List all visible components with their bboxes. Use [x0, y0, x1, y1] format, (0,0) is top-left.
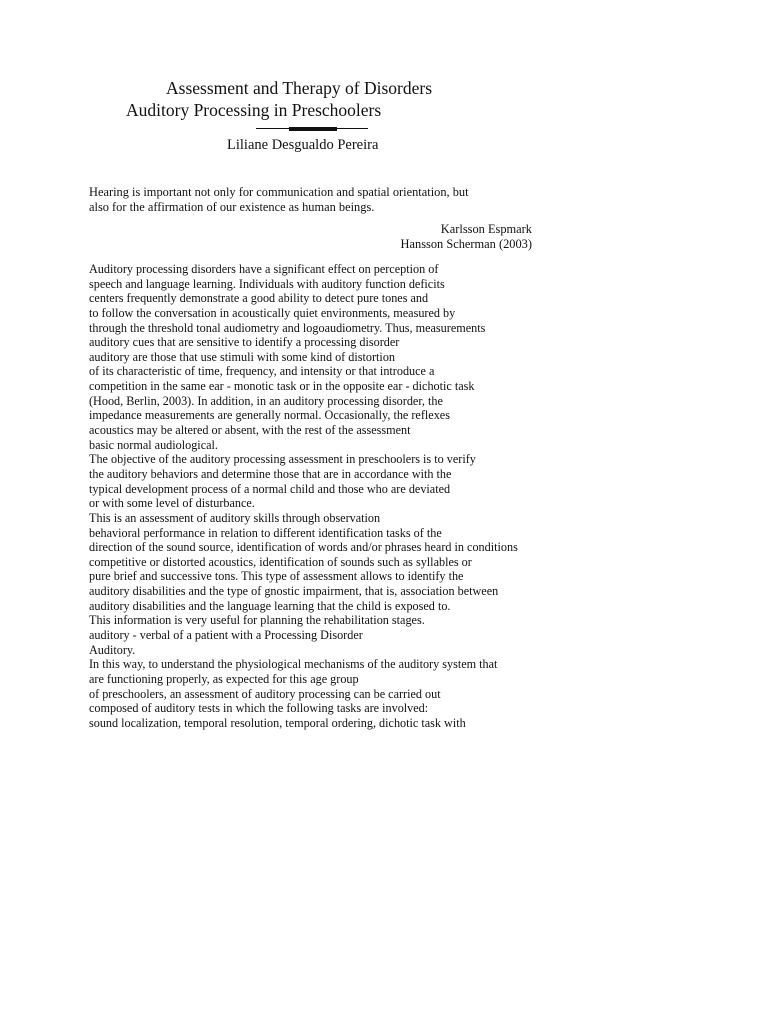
body-line: behavioral performance in relation to different identification tasks of the [89, 525, 442, 540]
body-line: This information is very useful for planning the rehabilitation stages. [89, 613, 425, 628]
body-line: the auditory behaviors and determine those that are in accordance with the [89, 466, 452, 481]
epigraph-line: Hearing is important not only for communication and spatial orientation, but [89, 185, 469, 199]
body-line: of preschoolers, an assessment of auditory processing can be carried out [89, 686, 441, 701]
body-line: direction of the sound source, identification of words and/or phrases heard in conditions [89, 540, 518, 555]
epigraph-line: also for the affirmation of our existence as human beings. [89, 199, 375, 214]
body-line: auditory disabilities and the language learning that the child is exposed to. [89, 598, 451, 613]
body-line: of its characteristic of time, frequency, and intensity or that introduce a [89, 364, 435, 379]
body-line: competition in the same ear - monotic task or in the opposite ear - dichotic task [89, 379, 475, 394]
body-line: sound localization, temporal resolution, temporal ordering, dichotic task with [89, 715, 466, 730]
body-line: typical development process of a normal child and those who are deviated [89, 481, 451, 496]
body-line: pure brief and successive tons. This type of assessment allows to identify the [89, 569, 464, 584]
body-line: This is an assessment of auditory skills through observation [89, 510, 381, 525]
body-line: auditory are those that use stimuli with some kind of distortion [89, 349, 396, 364]
title-line-2: Auditory Processing in Preschoolers [126, 100, 382, 120]
body-line: are functioning properly, as expected for this age group [89, 671, 359, 686]
title-line-1: Assessment and Therapy of Disorders [166, 78, 433, 98]
body-line: centers frequently demonstrate a good ability to detect pure tones and [89, 291, 429, 306]
body-text [89, 262, 559, 731]
epigraph-attribution [401, 222, 532, 252]
body-line: auditory cues that are sensitive to identify a processing disorder [89, 335, 400, 350]
attribution-line: Karlsson Espmark [440, 222, 532, 236]
title-divider-thick [289, 127, 337, 131]
body-line: In this way, to understand the physiological mechanisms of the auditory system that [89, 657, 498, 672]
body-line: Auditory. [89, 642, 136, 657]
body-line: or with some level of disturbance. [89, 496, 255, 511]
epigraph [89, 185, 519, 214]
author-name: Liliane Desgualdo Pereira [227, 137, 379, 153]
body-line: composed of auditory tests in which the following tasks are involved: [89, 701, 429, 716]
body-line: auditory - verbal of a patient with a Processing Disorder [89, 628, 363, 643]
body-line: basic normal audiological. [89, 437, 218, 452]
body-line: Auditory processing disorders have a significant effect on perception of [89, 262, 439, 276]
body-line: speech and language learning. Individuals with auditory function deficits [89, 276, 445, 291]
body-line: impedance measurements are generally normal. Occasionally, the reflexes [89, 408, 450, 423]
attribution-line: Hansson Scherman (2003) [400, 236, 532, 251]
body-line: The objective of the auditory processing assessment in preschoolers is to verify [89, 452, 476, 467]
body-line: to follow the conversation in acoustically quiet environments, measured by [89, 305, 456, 320]
body-line: (Hood, Berlin, 2003). In addition, in an auditory processing disorder, the [89, 393, 443, 408]
body-line: through the threshold tonal audiometry and logoaudiometry. Thus, measurements [89, 320, 486, 335]
body-line: auditory disabilities and the type of gnostic impairment, that is, association between [89, 584, 499, 599]
body-line: acoustics may be altered or absent, with the rest of the assessment [89, 423, 411, 438]
body-line: competitive or distorted acoustics, identification of sounds such as syllables or [89, 554, 472, 569]
